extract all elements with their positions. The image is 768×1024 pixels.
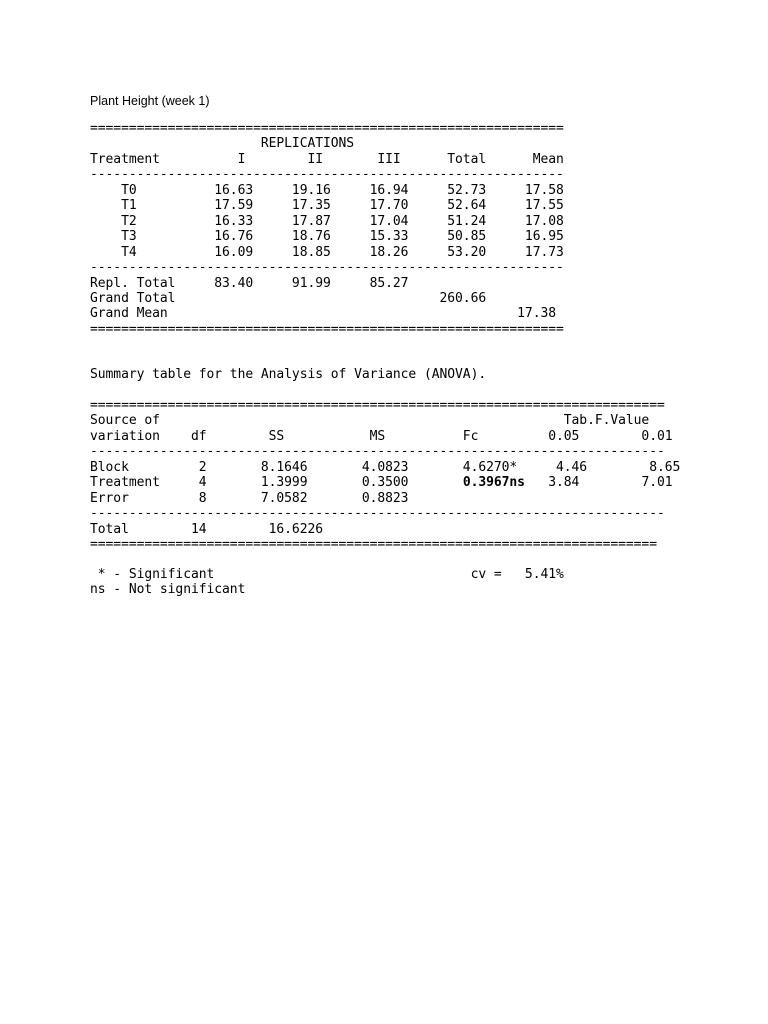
table-row: T3 16.76 18.76 15.33 50.85 16.95 (90, 229, 564, 245)
grand-total-row: Grand Total 260.66 (90, 290, 487, 306)
anova-table (90, 398, 680, 553)
anova-header-line1: Source of Tab.F.Value (90, 413, 650, 429)
column-header: Treatment I II III Total Mean (90, 151, 564, 167)
anova-error-row: Error 8 7.0582 0.8823 (90, 490, 409, 506)
anova-rule-single: -------------------------------------------------------------------------- (90, 444, 665, 460)
table-row: T4 16.09 18.85 18.26 53.20 17.73 (90, 244, 564, 260)
treatment-row-start: Treatment 4 1.3999 0.3500 (90, 475, 463, 491)
table-rule-single: ------------------------------------------------------------- (90, 167, 564, 183)
anova-header-line2: variation df SS MS Fc 0.05 0.01 (90, 428, 673, 444)
anova-total-row: Total 14 16.6226 (90, 521, 323, 537)
anova-rule-double: ========================================================================== (90, 398, 665, 413)
table-row: T0 16.63 19.16 16.94 52.73 17.58 (90, 182, 564, 198)
table-rule-double: ============================================================= (90, 121, 564, 136)
note-significant: * - Significant cv = 5.41% (90, 567, 564, 582)
note-not-significant: ns - Not significant (90, 582, 246, 598)
replications-header: REPLICATIONS (90, 136, 355, 152)
notes (90, 567, 564, 598)
anova-block-row: Block 2 8.1646 4.0823 4.6270* 4.46 8.65 (90, 459, 681, 475)
anova-rule-single: -------------------------------------------------------------------------- (90, 506, 665, 522)
treatment-fc-value: 0.3967ns (462, 475, 525, 491)
table-rule-single: ------------------------------------------------------------- (90, 260, 564, 276)
table-row: T1 17.59 17.35 17.70 52.64 17.55 (90, 198, 564, 214)
document-title: Plant Height (week 1) (90, 94, 210, 108)
table-rule-double: ============================================================= (90, 321, 564, 337)
treatment-means-table (90, 121, 564, 337)
anova-rule-double: ========================================================================= (90, 537, 657, 553)
treatment-row-end: 3.84 7.01 (524, 475, 673, 491)
anova-caption: Summary table for the Analysis of Variance (ANOVA). (90, 367, 487, 382)
anova-treatment-row (90, 475, 673, 490)
grand-mean-row: Grand Mean 17.38 (90, 306, 556, 322)
table-row: T2 16.33 17.87 17.04 51.24 17.08 (90, 213, 564, 229)
repl-total-row: Repl. Total 83.40 91.99 85.27 (90, 275, 409, 291)
